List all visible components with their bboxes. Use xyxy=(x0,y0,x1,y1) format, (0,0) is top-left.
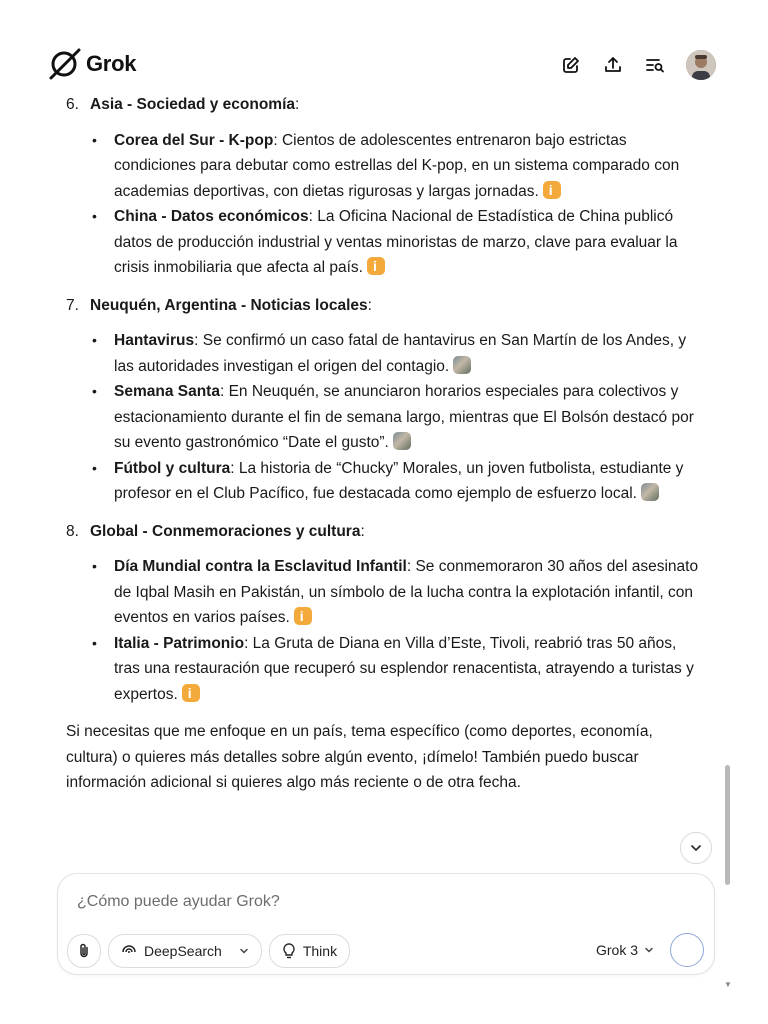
list-item xyxy=(114,456,706,507)
share-icon[interactable] xyxy=(602,54,624,76)
item-title: Italia - Patrimonio xyxy=(114,634,245,652)
item-text: : Se conmemoraron 30 años del asesinato de Iqbal Masih en Pakistán, un símbolo de la lucha contra la explotación infantil, con eventos en varios países. xyxy=(114,558,699,626)
grok-logo[interactable] xyxy=(48,48,136,80)
deepsearch-button[interactable] xyxy=(108,934,262,968)
list-item xyxy=(114,328,706,379)
list-item xyxy=(114,631,706,708)
section-number: 7. xyxy=(66,296,79,314)
chat-response xyxy=(66,92,706,811)
item-text: : La Oficina Nacional de Estadística de China publicó datos de producción industrial y ventas minoristas de marzo, clave para evaluar la crisis inmobiliaria que afecta al país. xyxy=(114,208,678,276)
think-label: Think xyxy=(302,943,338,959)
item-title: Fútbol y cultura xyxy=(114,459,231,477)
item-text: : Cientos de adolescentes entrenaron bajo estrictas condiciones para debutar como estrellas del K-pop, en un sistema comparado con academias deportivas, con dietas rigurosas y largas jornadas. xyxy=(114,131,680,200)
section-neuquen: 7. Neuquén, Argentina - Noticias locales : • Hantavirus: Se confirmó un caso fatal de hantavirus en San Martín de los Andes, y las autoridades investigan el origen del contagio. • Semana Santa: En Neuquén, se anunciaron horarios especiales para colectivos y estacionamiento durante el fin de semana largo, mientras que El Bolsón destacó por su evento gastronómico “Date el gusto”. • Fútbol y cultura: La historia de “Chucky” Morales, un joven futbolista, estudiante y profesor en el Club Pacífico, fue destacada como ejemplo de esfuerzo local. xyxy=(66,293,706,507)
deepsearch-label: DeepSearch xyxy=(144,943,222,959)
section-asia: 6. Asia - Sociedad y economía : • Corea del Sur - K-pop: Cientos de adolescentes entrenaron bajo estrictas condiciones para debutar como estrellas del K-pop, en un sistema comparado con academias deportivas, con dietas rigurosas y largas jornadas.i • China - Datos económicos: La Oficina Nacional de Estadística de China publicó datos de producción industrial y ventas minoristas de marzo, clave para evaluar la crisis inmobiliaria que afecta al país.i xyxy=(66,92,706,281)
closing-paragraph: Si necesitas que me enfoque en un país, tema específico (como deportes, economía, cultura) o quieres más detalles sobre algún evento, ¡dímelo! También puedo buscar información adicional si quieres algo más reciente o de otra fecha. xyxy=(66,723,653,791)
prompt-input[interactable] xyxy=(75,892,679,912)
item-text: : La historia de “Chucky” Morales, un joven futbolista, estudiante y profesor en el Club Pacífico, fue destacada como ejemplo de esfuerzo local. xyxy=(114,459,684,502)
section-title: Asia - Sociedad y economía xyxy=(90,96,296,113)
paperclip-icon xyxy=(76,943,92,959)
lightbulb-icon xyxy=(282,943,296,959)
chevron-down-icon xyxy=(689,841,703,855)
think-button[interactable] xyxy=(269,934,350,968)
item-text: : En Neuquén, se anunciaron horarios especiales para colectivos y estacionamiento durante el fin de semana largo, mientras que El Bolsón destacó por su evento gastronómico “Date el gusto”. xyxy=(114,383,694,451)
attach-button[interactable] xyxy=(67,934,101,968)
source-thumbnail-icon[interactable] xyxy=(393,432,411,450)
model-label: Grok 3 xyxy=(595,942,638,958)
list-item xyxy=(114,554,706,631)
send-button[interactable] xyxy=(670,933,704,967)
section-number: 8. xyxy=(66,522,79,540)
section-global: 8. Global - Conmemoraciones y cultura : • Día Mundial contra la Esclavitud Infantil: Se conmemoraron 30 años del asesinato de Iqbal Masih en Pakistán, un símbolo de la lucha contra la explotación infantil, con eventos en varios países.i • Italia - Patrimonio: La Gruta de Diana en Villa d’Este, Tivoli, reabrió tras 50 años, tras una restauración que recuperó su esplendor renacentista, atrayendo a turistas y expertos.i xyxy=(66,519,706,708)
scroll-to-bottom-button[interactable] xyxy=(680,832,712,864)
grok-logo-icon xyxy=(48,48,82,80)
source-thumbnail-icon[interactable] xyxy=(453,356,471,374)
item-title: China - Datos económicos xyxy=(114,208,309,225)
section-title: Global - Conmemoraciones y cultura xyxy=(90,522,361,540)
history-search-icon[interactable] xyxy=(644,54,666,76)
deepsearch-icon xyxy=(121,943,137,959)
item-title: Corea del Sur - K-pop xyxy=(114,131,274,149)
list-item xyxy=(114,128,706,205)
item-title: Día Mundial contra la Esclavitud Infantil xyxy=(114,558,407,575)
scroll-arrow-down-icon[interactable]: ▼ xyxy=(724,980,732,989)
app-name: Grok xyxy=(86,51,137,76)
item-text: : Se confirmó un caso fatal de hantavirus en San Martín de los Andes, y las autoridades investigan el origen del contagio. xyxy=(114,332,687,375)
item-title: Semana Santa xyxy=(114,383,220,400)
item-text: : La Gruta de Diana en Villa d’Este, Tivoli, reabrió tras 50 años, tras una restauración que recuperó su esplendor renacentista, atrayendo a turistas y expertos. xyxy=(114,634,694,703)
item-title: Hantavirus xyxy=(114,332,195,349)
composer xyxy=(57,873,715,975)
source-info-icon[interactable] xyxy=(367,257,385,275)
model-selector[interactable] xyxy=(596,942,654,958)
section-number: 6. xyxy=(66,96,79,113)
header xyxy=(0,0,768,90)
user-avatar[interactable] xyxy=(686,50,716,80)
list-item xyxy=(114,379,706,456)
source-info-icon[interactable] xyxy=(294,607,312,625)
edit-icon[interactable] xyxy=(560,54,582,76)
chevron-down-icon[interactable] xyxy=(239,946,249,956)
chevron-down-icon xyxy=(644,945,654,955)
source-info-icon[interactable] xyxy=(543,181,561,199)
list-item xyxy=(114,204,706,281)
source-thumbnail-icon[interactable] xyxy=(641,483,659,501)
scrollbar-thumb[interactable] xyxy=(725,765,730,885)
section-title: Neuquén, Argentina - Noticias locales xyxy=(90,296,368,314)
source-info-icon[interactable] xyxy=(182,684,200,702)
